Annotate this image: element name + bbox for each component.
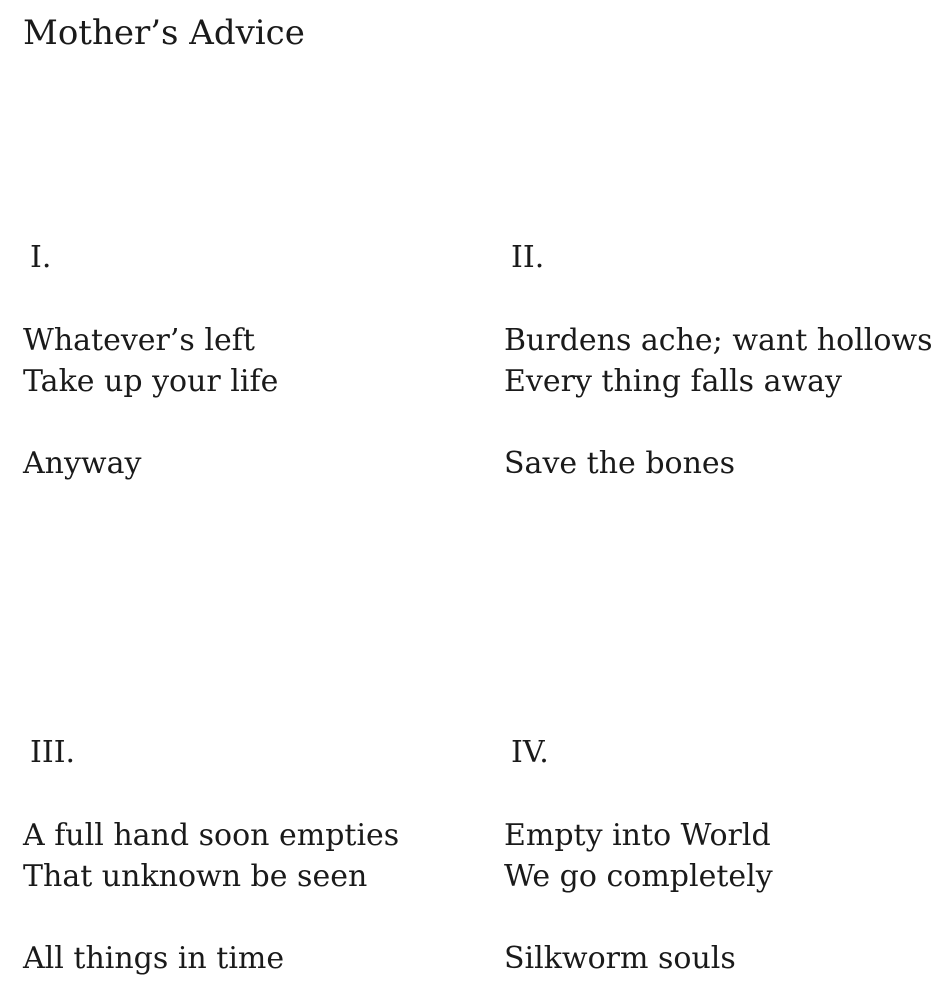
section-numeral: II.: [511, 240, 545, 275]
verse-line: Empty into World: [504, 818, 771, 853]
section-4: [504, 733, 940, 979]
verse-line: That unknown be seen: [23, 859, 368, 894]
stanza: [23, 320, 463, 402]
closing-line: All things in time: [23, 941, 285, 976]
closing-line: Anyway: [23, 446, 142, 481]
section-numeral: III.: [30, 735, 76, 770]
stanza: [504, 815, 940, 897]
closing-line: Silkworm souls: [504, 941, 736, 976]
verse-line: Every thing falls away: [504, 364, 842, 399]
section-1: [23, 238, 463, 484]
section-numeral: I.: [30, 240, 52, 275]
closing-line: Save the bones: [504, 446, 736, 481]
stanza: [504, 320, 940, 402]
verse-line: A full hand soon empties: [23, 818, 400, 853]
verse-line: We go completely: [504, 859, 773, 894]
verse-line: Burdens ache; want hollows: [504, 323, 933, 358]
verse-line: Take up your life: [23, 364, 279, 399]
poem-title: Mother’s Advice: [23, 13, 305, 53]
verse-line: Whatever’s left: [23, 323, 255, 358]
section-3: [23, 733, 463, 979]
stanza: [23, 815, 463, 897]
section-2: [504, 238, 940, 484]
section-numeral: IV.: [511, 735, 549, 770]
